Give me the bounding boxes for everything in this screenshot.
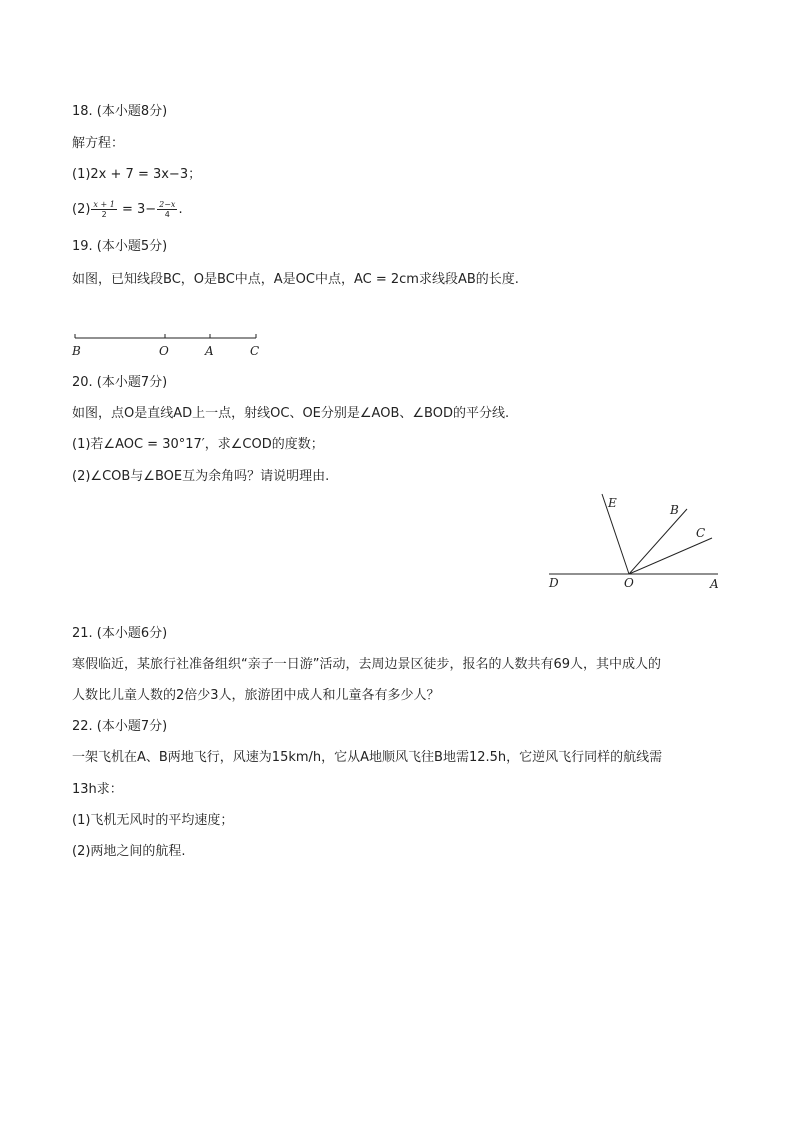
- q18-header: 18. (本小题8分): [72, 104, 168, 119]
- q22-part2: (2)两地之间的航程.: [72, 844, 186, 859]
- q18-part2: [72, 200, 183, 220]
- q20-header: 20. (本小题7分): [72, 375, 168, 390]
- q19-text: 如图，已知线段BC，O是BC中点，A是OC中点，AC = 2cm求线段AB的长度.: [72, 272, 519, 287]
- q18-prompt: 解方程：: [72, 136, 125, 151]
- q18-fraction-2: [157, 200, 177, 219]
- q20-part2: (2)∠COB与∠BOE互为余角吗？请说明理由.: [72, 469, 330, 484]
- label-b: B: [670, 503, 679, 517]
- q18-fraction-2-numerator: 2−x: [159, 200, 176, 209]
- q19-segment-figure: [66, 325, 276, 361]
- q18-part1: (1)2x + 7 = 3x−3；: [72, 167, 202, 182]
- q22-text-line1: 一架飞机在A、B两地飞行，风速为15km/h，它从A地顺风飞往B地需12.5h，它逆风飞行同样的航线需: [72, 750, 663, 765]
- q18-part2-suffix: .: [178, 202, 183, 217]
- label-c: C: [250, 344, 260, 358]
- q19-header: 19. (本小题5分): [72, 239, 168, 254]
- q20-text: 如图，点O是直线AD上一点，射线OC、OE分别是∠AOB、∠BOD的平分线.: [72, 406, 510, 421]
- label-o: O: [159, 344, 169, 358]
- label-o: O: [624, 576, 634, 590]
- label-d: D: [549, 576, 559, 590]
- q20-part1: (1)若∠AOC = 30°17′，求∠COD的度数；: [72, 437, 324, 452]
- q18-fraction-1: [91, 200, 116, 219]
- label-c: C: [696, 526, 706, 540]
- label-b: B: [72, 344, 81, 358]
- q22-text-line2: 13h求：: [72, 782, 123, 797]
- q20-angle-figure: [540, 488, 730, 594]
- q21-text-line1: 寒假临近，某旅行社准备组织“亲子一日游”活动，去周边景区徒步，报名的人数共有69人，其中成人的: [72, 657, 662, 672]
- q21-text-line2: 人数比儿童人数的2倍少3人，旅游团中成人和儿童各有多少人？: [72, 688, 440, 703]
- ray-ob: [629, 509, 687, 574]
- q18-fraction-1-denominator: 2: [101, 210, 107, 219]
- label-e: E: [608, 496, 617, 510]
- q18-part2-mid: = 3−: [117, 202, 157, 217]
- q18-fraction-2-denominator: 4: [164, 210, 170, 219]
- label-a: A: [205, 344, 214, 358]
- q18-fraction-1-numerator: x + 1: [93, 200, 115, 209]
- q22-part1: (1)飞机无风时的平均速度；: [72, 813, 234, 828]
- q21-header: 21. (本小题6分): [72, 626, 168, 641]
- ray-oc: [629, 538, 712, 574]
- q22-header: 22. (本小题7分): [72, 719, 168, 734]
- q18-part2-prefix: (2): [72, 202, 91, 217]
- label-a: A: [710, 577, 719, 591]
